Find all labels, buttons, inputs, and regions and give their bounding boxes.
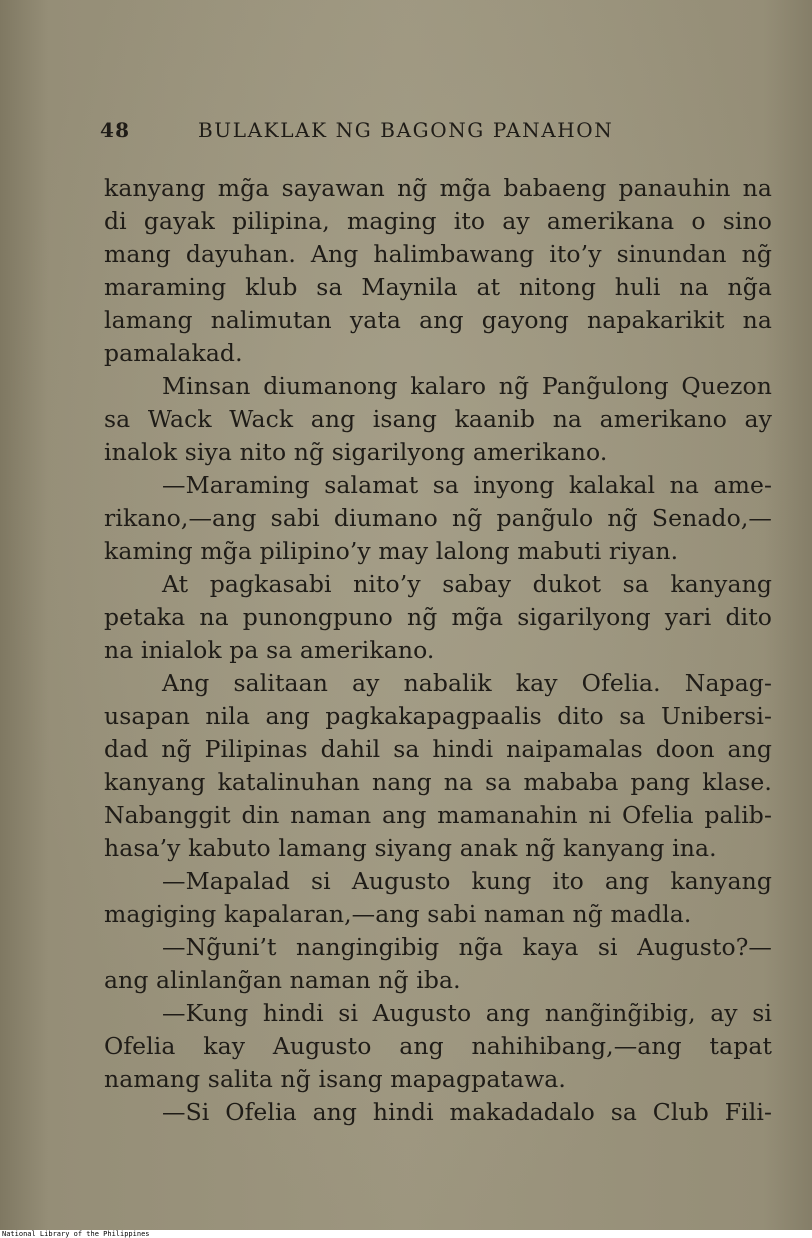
text-line: kaming mg̃a pilipino’y may lalong mabuti riyan. [104, 537, 679, 565]
text-line: sa Wack Wack ang isang kaanib na amerikano ay [104, 405, 772, 433]
text-line: ang alinlang̃an naman ng̃ iba. [104, 966, 461, 994]
text-line: na inialok pa sa amerikano. [104, 636, 435, 664]
text-line: Ofelia kay Augusto ang nahihibang,—ang tapat [104, 1032, 772, 1060]
text-line: di gayak pilipina, maging ito ay amerikana o sino [104, 207, 772, 235]
text-line: —Mapalad si Augusto kung ito ang kanyang [162, 867, 772, 895]
page-number: 48 [100, 118, 131, 142]
text-line: Nabanggit din naman ang mamanahin ni Ofelia palib- [104, 801, 772, 829]
running-title: BULAKLAK NG BAGONG PANAHON [198, 118, 614, 142]
text-line: hasa’y kabuto lamang siyang anak ng̃ kanyang ina. [104, 834, 717, 862]
text-line: mang dayuhan. Ang halimbawang ito’y sinundan ng̃ [104, 240, 772, 268]
library-credit: National Library of the Philippines [2, 1230, 150, 1238]
text-line: Ang salitaan ay nabalik kay Ofelia. Napag- [162, 669, 772, 697]
text-line: lamang nalimutan yata ang gayong napakarikit na [104, 306, 772, 334]
body-text [104, 172, 772, 1129]
text-line: kanyang katalinuhan nang na sa mababa pang klase. [104, 768, 772, 796]
text-line: —Maraming salamat sa inyong kalakal na ame- [162, 471, 772, 499]
text-line: —Si Ofelia ang hindi makadadalo sa Club Fili- [162, 1098, 772, 1126]
text-line: At pagkasabi nito’y sabay dukot sa kanyang [162, 570, 772, 598]
text-line: dad ng̃ Pilipinas dahil sa hindi naipamalas doon ang [104, 735, 772, 763]
text-line: Minsan diumanong kalaro ng̃ Pang̃ulong Quezon [162, 372, 772, 400]
text-line: inalok siya nito ng̃ sigarilyong amerikano. [104, 438, 608, 466]
text-line: rikano,—ang sabi diumano ng̃ pang̃ulo ng̃ Senado,— [104, 504, 772, 532]
text-line: —Ng̃uni’t nangingibig ng̃a kaya si Augusto?— [162, 933, 772, 961]
text-line: usapan nila ang pagkakapagpaalis dito sa Unibersi- [104, 702, 772, 730]
text-line: pamalakad. [104, 339, 243, 367]
text-line: magiging kapalaran,—ang sabi naman ng̃ madla. [104, 900, 692, 928]
text-line: maraming klub sa Maynila at nitong huli na ng̃a [104, 273, 772, 301]
text-line: kanyang mg̃a sayawan ng̃ mg̃a babaeng panauhin na [104, 174, 772, 202]
text-line: —Kung hindi si Augusto ang nang̃ing̃ibig, ay si [162, 999, 772, 1027]
text-line: petaka na punongpuno ng̃ mg̃a sigarilyong yari dito [104, 603, 772, 631]
page-header [0, 118, 812, 148]
text-line: namang salita ng̃ isang mapagpatawa. [104, 1065, 566, 1093]
